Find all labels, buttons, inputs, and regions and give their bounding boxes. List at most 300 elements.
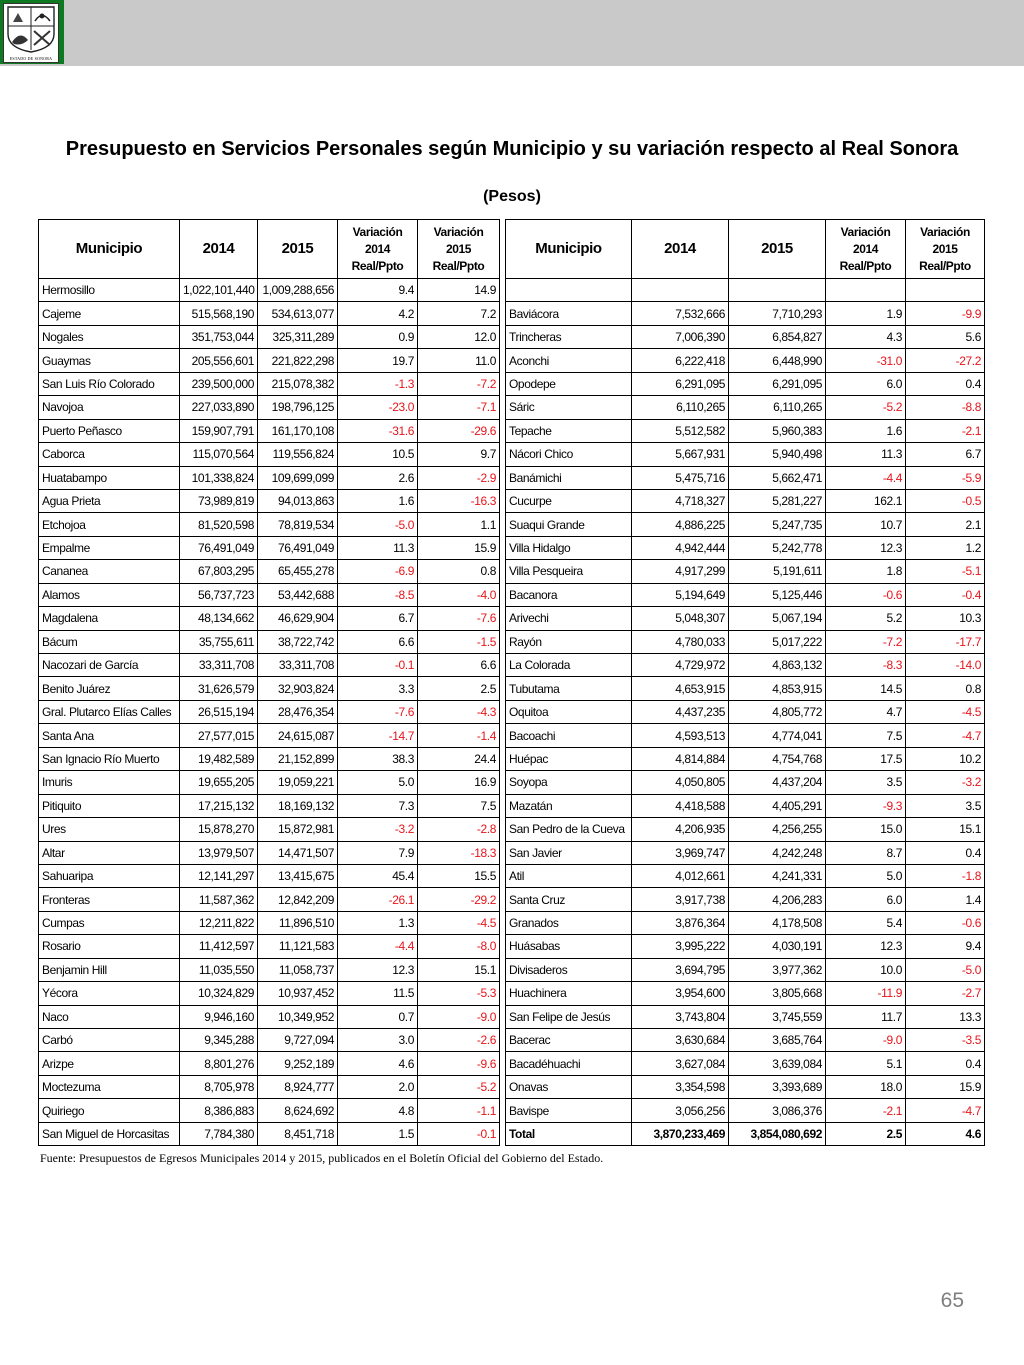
municipio-cell: San Miguel de Horcasitas: [39, 1122, 180, 1145]
budget-2014-cell: 4,917,299: [632, 560, 729, 583]
budget-2015-cell: 3,639,084: [729, 1052, 826, 1075]
variation-2014-cell: 18.0: [826, 1075, 906, 1098]
variation-2014-cell: 0.7: [338, 1005, 418, 1028]
municipio-cell: Benjamin Hill: [39, 958, 180, 981]
budget-2015-cell: 7,710,293: [729, 302, 826, 325]
variation-2015-cell: 0.8: [906, 677, 985, 700]
budget-2015-cell: 1,009,288,656: [258, 279, 338, 302]
variation-2015-cell: -9.0: [418, 1005, 500, 1028]
budget-2014-cell: 351,753,044: [180, 325, 258, 348]
variation-2015-cell: 0.4: [906, 372, 985, 395]
budget-2015-cell: 9,252,189: [258, 1052, 338, 1075]
budget-2014-cell: 3,876,364: [632, 911, 729, 934]
variation-2014-cell: 4.6: [338, 1052, 418, 1075]
table-row: [39, 583, 500, 606]
variation-2015-cell: 12.0: [418, 325, 500, 348]
budget-2015-cell: 5,242,778: [729, 536, 826, 559]
variation-2015-cell: -0.4: [906, 583, 985, 606]
municipio-cell: Benito Juárez: [39, 677, 180, 700]
municipio-cell: Santa Cruz: [506, 888, 632, 911]
budget-2014-cell: 12,141,297: [180, 864, 258, 887]
budget-2015-cell: 534,613,077: [258, 302, 338, 325]
budget-2014-cell: 227,033,890: [180, 396, 258, 419]
budget-2015-cell: 4,405,291: [729, 794, 826, 817]
budget-2014-cell: 159,907,791: [180, 419, 258, 442]
budget-2015-cell: 6,110,265: [729, 396, 826, 419]
variation-2014-cell: -6.9: [338, 560, 418, 583]
budget-2014-cell: 5,048,307: [632, 607, 729, 630]
table-row: [506, 724, 985, 747]
variation-2015-cell: 3.5: [906, 794, 985, 817]
variation-2015-cell: -1.1: [418, 1099, 500, 1122]
table-row: [506, 911, 985, 934]
table-row: [39, 700, 500, 723]
municipio-cell: Villa Pesqueira: [506, 560, 632, 583]
variation-2015-cell: -2.8: [418, 818, 500, 841]
municipio-cell: Sáric: [506, 396, 632, 419]
variation-2014-cell: -14.7: [338, 724, 418, 747]
budget-2014-cell: 101,338,824: [180, 466, 258, 489]
col-header-2014: 2014: [180, 220, 258, 279]
budget-2015-cell: 53,442,688: [258, 583, 338, 606]
budget-2014-cell: 4,593,513: [632, 724, 729, 747]
budget-2015-cell: 3,685,764: [729, 1029, 826, 1052]
variation-2014-cell: 7.9: [338, 841, 418, 864]
table-row: [506, 607, 985, 630]
budget-2015-cell: 5,017,222: [729, 630, 826, 653]
budget-2015-cell: 3,854,080,692: [729, 1122, 826, 1145]
variation-2015-cell: -5.2: [418, 1075, 500, 1098]
variation-2015-cell: -4.7: [906, 724, 985, 747]
logo-text: ESTADO DE SONORA: [9, 56, 53, 61]
table-row: [506, 583, 985, 606]
variation-2014-cell: 6.6: [338, 630, 418, 653]
budget-2014-cell: 239,500,000: [180, 372, 258, 395]
budget-2015-cell: 5,067,194: [729, 607, 826, 630]
variation-2015-cell: -16.3: [418, 489, 500, 512]
municipio-cell: Tubutama: [506, 677, 632, 700]
variation-2015-cell: 10.3: [906, 607, 985, 630]
variation-2015-cell: 5.6: [906, 325, 985, 348]
budget-2014-cell: 9,345,288: [180, 1029, 258, 1052]
table-row: [506, 1075, 985, 1098]
variation-2014-cell: 10.5: [338, 443, 418, 466]
budget-2015-cell: 9,727,094: [258, 1029, 338, 1052]
variation-2014-cell: -9.0: [826, 1029, 906, 1052]
budget-2014-cell: 3,954,600: [632, 982, 729, 1005]
budget-2015-cell: 5,125,446: [729, 583, 826, 606]
budget-2015-cell: 14,471,507: [258, 841, 338, 864]
budget-2015-cell: 10,349,952: [258, 1005, 338, 1028]
table-row: [506, 818, 985, 841]
budget-2015-cell: 65,455,278: [258, 560, 338, 583]
variation-2014-cell: -31.0: [826, 349, 906, 372]
budget-2014-cell: 6,222,418: [632, 349, 729, 372]
budget-2014-cell: 3,969,747: [632, 841, 729, 864]
header-line: 2014: [852, 241, 879, 256]
variation-2015-cell: 4.6: [906, 1122, 985, 1145]
variation-2014-cell: -8.3: [826, 654, 906, 677]
variation-2014-cell: 12.3: [826, 935, 906, 958]
variation-2014-cell: 4.3: [826, 325, 906, 348]
budget-table-left: [38, 219, 500, 1146]
variation-2014-cell: 10.0: [826, 958, 906, 981]
municipio-cell: Villa Hidalgo: [506, 536, 632, 559]
table-row: [39, 1075, 500, 1098]
table-row: [39, 325, 500, 348]
budget-2014-cell: 12,211,822: [180, 911, 258, 934]
budget-2014-cell: 56,737,723: [180, 583, 258, 606]
budget-2014-cell: 5,512,582: [632, 419, 729, 442]
municipio-cell: Sahuaripa: [39, 864, 180, 887]
variation-2015-cell: -4.0: [418, 583, 500, 606]
budget-2014-cell: 81,520,598: [180, 513, 258, 536]
variation-2014-cell: -11.9: [826, 982, 906, 1005]
variation-2014-cell: 38.3: [338, 747, 418, 770]
variation-2015-cell: -29.2: [418, 888, 500, 911]
variation-2014-cell: 4.2: [338, 302, 418, 325]
municipio-cell: Mazatán: [506, 794, 632, 817]
variation-2014-cell: 17.5: [826, 747, 906, 770]
budget-2015-cell: 6,291,095: [729, 372, 826, 395]
table-row: [39, 1122, 500, 1145]
budget-2014-cell: 6,110,265: [632, 396, 729, 419]
budget-2015-cell: 5,191,611: [729, 560, 826, 583]
budget-2014-cell: 3,694,795: [632, 958, 729, 981]
table-header-row: [506, 220, 985, 279]
budget-2015-cell: 11,121,583: [258, 935, 338, 958]
budget-2014-cell: 115,070,564: [180, 443, 258, 466]
table-row: [506, 489, 985, 512]
variation-2014-cell: -3.2: [338, 818, 418, 841]
table-row: [39, 818, 500, 841]
municipio-cell: Agua Prieta: [39, 489, 180, 512]
variation-2015-cell: -4.5: [418, 911, 500, 934]
variation-2015-cell: 1.2: [906, 536, 985, 559]
budget-2015-cell: 78,819,534: [258, 513, 338, 536]
budget-2014-cell: 4,206,935: [632, 818, 729, 841]
variation-2015-cell: -0.6: [906, 911, 985, 934]
variation-2015-cell: -2.7: [906, 982, 985, 1005]
variation-2015-cell: 9.4: [906, 935, 985, 958]
sonora-coat-of-arms-logo: [3, 3, 59, 63]
variation-2015-cell: 11.0: [418, 349, 500, 372]
budget-2015-cell: 109,699,099: [258, 466, 338, 489]
variation-2015-cell: 16.9: [418, 771, 500, 794]
budget-2014-cell: 4,942,444: [632, 536, 729, 559]
budget-2015-cell: 4,242,248: [729, 841, 826, 864]
municipio-cell: Santa Ana: [39, 724, 180, 747]
variation-2015-cell: 14.9: [418, 279, 500, 302]
budget-2015-cell: 21,152,899: [258, 747, 338, 770]
header-line: Variación: [840, 224, 891, 239]
variation-2015-cell: 7.5: [418, 794, 500, 817]
table-row: [39, 958, 500, 981]
variation-2014-cell: -2.1: [826, 1099, 906, 1122]
variation-2015-cell: [906, 279, 985, 302]
budget-2015-cell: 12,842,209: [258, 888, 338, 911]
budget-2015-cell: 15,872,981: [258, 818, 338, 841]
budget-2014-cell: 4,814,884: [632, 747, 729, 770]
municipio-cell: Bacanora: [506, 583, 632, 606]
municipio-cell: Cucurpe: [506, 489, 632, 512]
table-row: [39, 982, 500, 1005]
variation-2015-cell: -5.0: [906, 958, 985, 981]
municipio-cell: Bacadéhuachi: [506, 1052, 632, 1075]
col-header-var-2015: [906, 220, 985, 279]
variation-2015-cell: 15.1: [418, 958, 500, 981]
variation-2015-cell: -17.7: [906, 630, 985, 653]
page-number: 65: [940, 1289, 964, 1312]
budget-2015-cell: 119,556,824: [258, 443, 338, 466]
table-row: [39, 279, 500, 302]
variation-2014-cell: -5.2: [826, 396, 906, 419]
budget-2015-cell: 11,058,737: [258, 958, 338, 981]
variation-2015-cell: -0.5: [906, 489, 985, 512]
variation-2014-cell: -7.2: [826, 630, 906, 653]
col-header-2015: 2015: [258, 220, 338, 279]
budget-2015-cell: 13,415,675: [258, 864, 338, 887]
variation-2015-cell: -3.2: [906, 771, 985, 794]
variation-2014-cell: 10.7: [826, 513, 906, 536]
variation-2014-cell: 2.0: [338, 1075, 418, 1098]
variation-2014-cell: -4.4: [826, 466, 906, 489]
header-line: 2014: [364, 241, 391, 256]
budget-2014-cell: 3,354,598: [632, 1075, 729, 1098]
variation-2014-cell: -8.5: [338, 583, 418, 606]
table-row: [506, 935, 985, 958]
variation-2014-cell: 11.7: [826, 1005, 906, 1028]
table-row: [506, 1099, 985, 1122]
variation-2014-cell: 6.0: [826, 888, 906, 911]
municipio-cell: Navojoa: [39, 396, 180, 419]
municipio-cell: Oquitoa: [506, 700, 632, 723]
col-header-var-2015: [418, 220, 500, 279]
variation-2014-cell: 14.5: [826, 677, 906, 700]
municipio-cell: Empalme: [39, 536, 180, 559]
table-row: [506, 747, 985, 770]
municipio-cell: Pitiquito: [39, 794, 180, 817]
municipio-cell: Tepache: [506, 419, 632, 442]
header-line: Variación: [433, 224, 484, 239]
budget-2014-cell: 7,006,390: [632, 325, 729, 348]
table-row: [39, 1099, 500, 1122]
variation-2015-cell: -8.8: [906, 396, 985, 419]
variation-2015-cell: 9.7: [418, 443, 500, 466]
municipio-cell: Bacerac: [506, 1029, 632, 1052]
municipio-cell: Bavispe: [506, 1099, 632, 1122]
variation-2014-cell: 8.7: [826, 841, 906, 864]
budget-2015-cell: 33,311,708: [258, 654, 338, 677]
budget-2015-cell: 3,805,668: [729, 982, 826, 1005]
budget-2014-cell: 13,979,507: [180, 841, 258, 864]
budget-2015-cell: 6,448,990: [729, 349, 826, 372]
table-row: [506, 794, 985, 817]
table-row: [39, 419, 500, 442]
table-row: [506, 443, 985, 466]
municipio-cell: San Luis Río Colorado: [39, 372, 180, 395]
table-row: [506, 677, 985, 700]
table-row: [506, 888, 985, 911]
budget-2014-cell: 4,437,235: [632, 700, 729, 723]
variation-2014-cell: 11.5: [338, 982, 418, 1005]
variation-2015-cell: 6.6: [418, 654, 500, 677]
table-row: [506, 372, 985, 395]
municipio-cell: Soyopa: [506, 771, 632, 794]
budget-2015-cell: 4,241,331: [729, 864, 826, 887]
budget-2014-cell: 3,630,684: [632, 1029, 729, 1052]
budget-2015-cell: 3,977,362: [729, 958, 826, 981]
variation-2014-cell: -0.6: [826, 583, 906, 606]
variation-2015-cell: 0.4: [906, 1052, 985, 1075]
variation-2015-cell: -1.4: [418, 724, 500, 747]
budget-2015-cell: 4,256,255: [729, 818, 826, 841]
variation-2014-cell: 1.6: [826, 419, 906, 442]
table-row: [506, 1052, 985, 1075]
table-row: [39, 1029, 500, 1052]
variation-2015-cell: -5.9: [906, 466, 985, 489]
budget-2014-cell: 3,917,738: [632, 888, 729, 911]
table-row: [39, 349, 500, 372]
municipio-cell: Etchojoa: [39, 513, 180, 536]
table-row: [39, 911, 500, 934]
municipio-cell: Imuris: [39, 771, 180, 794]
budget-2015-cell: 11,896,510: [258, 911, 338, 934]
variation-2014-cell: 0.9: [338, 325, 418, 348]
municipio-cell: Quiriego: [39, 1099, 180, 1122]
variation-2014-cell: -1.3: [338, 372, 418, 395]
budget-2014-cell: 27,577,015: [180, 724, 258, 747]
variation-2014-cell: 4.8: [338, 1099, 418, 1122]
table-row: [39, 513, 500, 536]
variation-2015-cell: -27.2: [906, 349, 985, 372]
municipio-cell: Atil: [506, 864, 632, 887]
variation-2015-cell: -7.2: [418, 372, 500, 395]
municipio-cell: Granados: [506, 911, 632, 934]
page-subtitle: (Pesos): [483, 188, 541, 205]
table-row: [506, 1029, 985, 1052]
municipio-cell: Bacoachi: [506, 724, 632, 747]
table-row: [506, 982, 985, 1005]
municipio-cell: Caborca: [39, 443, 180, 466]
budget-2014-cell: 15,878,270: [180, 818, 258, 841]
municipio-cell: Cananea: [39, 560, 180, 583]
budget-2015-cell: 4,853,915: [729, 677, 826, 700]
municipio-cell: Carbó: [39, 1029, 180, 1052]
variation-2014-cell: -7.6: [338, 700, 418, 723]
budget-2015-cell: 18,169,132: [258, 794, 338, 817]
variation-2014-cell: 1.8: [826, 560, 906, 583]
variation-2014-cell: 12.3: [826, 536, 906, 559]
municipio-cell: Divisaderos: [506, 958, 632, 981]
budget-2014-cell: 4,012,661: [632, 864, 729, 887]
variation-2015-cell: -1.5: [418, 630, 500, 653]
coat-of-arms-icon: [4, 4, 58, 54]
variation-2014-cell: 3.0: [338, 1029, 418, 1052]
budget-2014-cell: 4,780,033: [632, 630, 729, 653]
budget-2014-cell: 11,035,550: [180, 958, 258, 981]
municipio-cell: Suaqui Grande: [506, 513, 632, 536]
municipio-cell: Alamos: [39, 583, 180, 606]
total-row: [506, 1122, 985, 1145]
variation-2015-cell: -5.3: [418, 982, 500, 1005]
municipio-cell: Moctezuma: [39, 1075, 180, 1098]
variation-2015-cell: 0.4: [906, 841, 985, 864]
variation-2015-cell: -18.3: [418, 841, 500, 864]
budget-2015-cell: 4,754,768: [729, 747, 826, 770]
logo-frame: [0, 0, 64, 64]
municipio-cell: Puerto Peñasco: [39, 419, 180, 442]
variation-2014-cell: 162.1: [826, 489, 906, 512]
budget-2014-cell: 8,386,883: [180, 1099, 258, 1122]
variation-2014-cell: 5.2: [826, 607, 906, 630]
budget-2015-cell: 6,854,827: [729, 325, 826, 348]
budget-2014-cell: 26,515,194: [180, 700, 258, 723]
budget-2014-cell: 8,705,978: [180, 1075, 258, 1098]
budget-2015-cell: 46,629,904: [258, 607, 338, 630]
variation-2015-cell: -2.1: [906, 419, 985, 442]
table-row: [506, 536, 985, 559]
variation-2014-cell: 9.4: [338, 279, 418, 302]
municipio-cell: Cajeme: [39, 302, 180, 325]
table-row: [39, 724, 500, 747]
table-row: [39, 536, 500, 559]
municipio-cell: Huépac: [506, 747, 632, 770]
header-line: 2015: [932, 241, 958, 256]
variation-2015-cell: 0.8: [418, 560, 500, 583]
header-line: Real/Ppto: [919, 258, 971, 273]
budget-2015-cell: 5,662,471: [729, 466, 826, 489]
variation-2015-cell: 15.9: [418, 536, 500, 559]
table-row: [506, 302, 985, 325]
table-row: [506, 841, 985, 864]
variation-2014-cell: 5.0: [338, 771, 418, 794]
municipio-cell: Magdalena: [39, 607, 180, 630]
budget-2014-cell: 205,556,601: [180, 349, 258, 372]
variation-2015-cell: -1.8: [906, 864, 985, 887]
table-row: [506, 560, 985, 583]
budget-2014-cell: 4,418,588: [632, 794, 729, 817]
budget-2014-cell: 9,946,160: [180, 1005, 258, 1028]
municipio-cell: Huachinera: [506, 982, 632, 1005]
budget-2014-cell: 67,803,295: [180, 560, 258, 583]
budget-2014-cell: 3,743,804: [632, 1005, 729, 1028]
budget-2015-cell: 215,078,382: [258, 372, 338, 395]
table-row: [39, 302, 500, 325]
table-row: [506, 771, 985, 794]
table-row: [39, 607, 500, 630]
variation-2014-cell: 4.7: [826, 700, 906, 723]
col-header-municipio: Municipio: [39, 220, 180, 279]
budget-2015-cell: [729, 279, 826, 302]
table-row: [39, 841, 500, 864]
variation-2014-cell: 1.3: [338, 911, 418, 934]
variation-2014-cell: 11.3: [826, 443, 906, 466]
variation-2015-cell: 1.4: [906, 888, 985, 911]
municipio-cell: Rayón: [506, 630, 632, 653]
budget-2015-cell: 10,937,452: [258, 982, 338, 1005]
budget-2014-cell: 6,291,095: [632, 372, 729, 395]
municipio-cell: Gral. Plutarco Elías Calles: [39, 700, 180, 723]
header-line: Variación: [352, 224, 403, 239]
municipio-cell: Naco: [39, 1005, 180, 1028]
budget-2014-cell: 8,801,276: [180, 1052, 258, 1075]
budget-2015-cell: 5,281,227: [729, 489, 826, 512]
variation-2015-cell: 7.2: [418, 302, 500, 325]
variation-2014-cell: 11.3: [338, 536, 418, 559]
table-row: [39, 489, 500, 512]
budget-2015-cell: 24,615,087: [258, 724, 338, 747]
